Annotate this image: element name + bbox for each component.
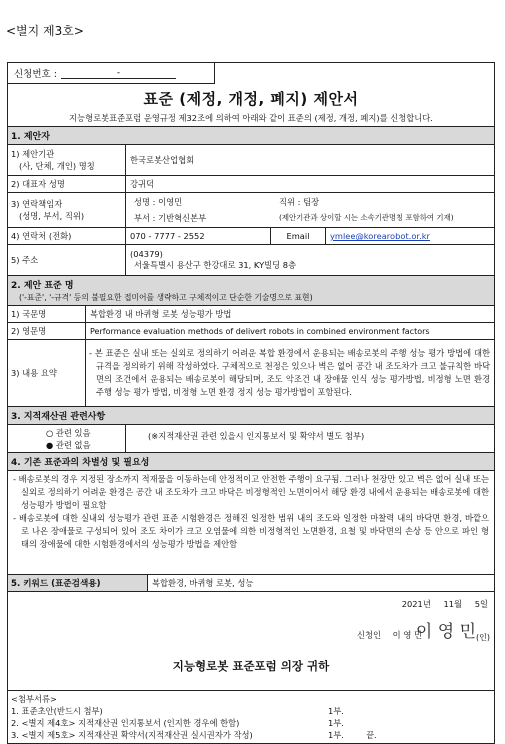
contact-position[interactable]: 직위 : 팀장 [279, 197, 320, 207]
attachment-item [11, 717, 491, 729]
org-label [8, 145, 126, 175]
request-number-field[interactable]: - [61, 68, 176, 79]
sign-month: 11월 [443, 599, 463, 609]
korean-name-value[interactable]: 복합환경 내 바퀴형 로봇 성능평가 방법 [90, 309, 232, 319]
ip-option-related[interactable]: ○ 관련 있음 [46, 428, 91, 438]
org-value[interactable]: 한국로봇산업협회 [130, 155, 195, 165]
rep-value[interactable]: 강귀덕 [130, 179, 155, 189]
contact-dept-note: (제안기관과 상이할 시는 소속기관명칭 포함하여 기재) [279, 213, 454, 222]
address-text: 서울특별시 용산구 한강대로 31, KY빌딩 8층 [134, 260, 297, 270]
org-label-line2: (사, 단체, 개인) 명칭 [19, 161, 95, 171]
section-standard-name-header [8, 276, 494, 306]
signer-role: 신청인 [356, 630, 382, 640]
section-standard-name-title: 2. 제안 표준 명 [11, 281, 74, 291]
rep-row [8, 176, 494, 193]
korean-name-label: 1) 국문명 [8, 306, 86, 322]
attachment-item [11, 705, 491, 717]
contact-name[interactable]: 성명 : 이영민 [134, 197, 183, 207]
keyword-value[interactable]: 복합환경, 바퀴형 로봇, 성능 [152, 578, 254, 588]
ip-options [8, 425, 126, 452]
summary-row [8, 340, 494, 407]
proposal-form [7, 62, 495, 744]
address-zip: (04379) [130, 249, 163, 259]
address-label: 5) 주소 [8, 245, 126, 275]
contact-values [126, 193, 494, 227]
summary-value[interactable]: - 본 표준은 실내 또는 실외로 정의하기 어려운 복합 환경에서 운용되는 배송로봇의 주행 성능 평가 방법에 대한 규격을 정의하기 위해 작성하였다. 구체적으로 천정은 있으나 벽은 없어 공간 내 조도차가 크고 불규칙한 바닥면의 조건에서 운용되는 배송로봇이 해당되며, 조도 악조건 내 장애물 인식 성능 평가방법, 비정형 노면 환경 주행 성능 평가 방법, 비정형 노면 환경 정지 성능 평가방법이 포함된다. [89, 348, 490, 397]
address-value[interactable] [126, 245, 494, 275]
necessity-text[interactable] [8, 471, 494, 575]
request-number-row [8, 63, 215, 84]
attachment-item-count: 1부. [328, 706, 344, 716]
seal-mark: (인) [476, 633, 490, 642]
email-value [326, 228, 494, 244]
org-row [8, 145, 494, 176]
english-name-value[interactable]: Performance evaluation methods of delivert robots in combined environment factors [90, 326, 430, 336]
handwritten-signature: 이 영 민 [415, 622, 476, 642]
email-label: Email [271, 228, 326, 244]
ip-option-unrelated[interactable]: ● 관련 없음 [46, 440, 91, 450]
necessity-paragraph-1: - 배송로봇의 경우 지정된 장소까지 적재물을 이동하는데 안정적이고 안전한 주행이 요구됨. 그러나 천장만 있고 벽은 없어 실내 또는 실외로 정의하기 어려운 환경은 공간 내 조도차가 크고 바닥은 비정형적인 노면이어서 해당 환경 내에서 운용되는 배송로봇에 대한 성능평가 방법이 필요함 [13, 474, 489, 510]
signature-area [8, 592, 494, 691]
addressee: 지능형로봇 표준포럼 의장 귀하 [172, 659, 330, 673]
attachment-end-mark: 끝. [366, 730, 377, 740]
signer [348, 629, 422, 641]
section-standard-name-note: ('-표준', '-규격' 등의 불필요한 접미어를 생략하고 구체적이고 단순한 기술명으로 표현) [19, 293, 313, 302]
signer-name: 이 영 민 [392, 630, 422, 640]
org-label-line1: 1) 제안기관 [11, 149, 55, 159]
attachment-item-count: 1부. [328, 718, 344, 728]
request-number-label: 신청번호 : [14, 69, 57, 80]
contact-label-line2: (성명, 부서, 직위) [19, 211, 85, 221]
contact-label-line1: 3) 연락책임자 [11, 199, 63, 209]
attachments [8, 691, 494, 743]
rep-label: 2) 대표자 성명 [8, 176, 126, 192]
contact-dept[interactable]: 부서 : 기반혁신본부 [134, 213, 207, 223]
english-name-label: 2) 영문명 [8, 323, 86, 339]
contact-line2 [134, 212, 490, 224]
section-necessity-header: 4. 기존 표준과의 차별성 및 필요성 [8, 453, 494, 471]
english-name-row [8, 323, 494, 340]
korean-name-row [8, 306, 494, 323]
attachment-item-text: 3. <별지 제5호> 지적재산권 확약서(지적재산권 실시권자가 작성) [11, 730, 253, 740]
attachment-item-text: 2. <별지 제4호> 지적재산권 인지통보서 (인지한 경우에 한함) [11, 718, 240, 728]
attachment-item-count: 1부. [328, 730, 344, 740]
section-ip-header: 3. 지적재산권 관련사항 [8, 407, 494, 425]
page-title: 표준 (제정, 개정, 폐지) 제안서 [143, 90, 359, 108]
contact-row [8, 193, 494, 228]
sign-day: 5일 [474, 599, 488, 609]
keyword-label: 5. 키워드 (표준검색용) [8, 575, 148, 591]
attachment-item [11, 729, 491, 741]
ip-row [8, 425, 494, 453]
contact-line1 [134, 196, 490, 208]
summary-label: 3) 내용 요약 [8, 340, 86, 406]
sign-date [392, 598, 488, 610]
form-label: <별지 제3호> [6, 24, 84, 38]
keyword-row [8, 575, 494, 592]
sign-year: 2021년 [401, 599, 431, 609]
phone-value[interactable]: 070 - 7777 - 2552 [126, 228, 271, 244]
phone-row [8, 228, 494, 245]
address-row [8, 245, 494, 276]
email-link[interactable]: ymlee@korearobot.or.kr [330, 231, 430, 241]
necessity-paragraph-2: - 배송로봇에 대한 실내외 성능평가 관련 표준 시험환경은 정해진 일정한 범위 내의 조도와 일정한 마찰력 내의 바닥면 환경, 바깥으로 나온 장애물로 구성되어 있어 조도 차이가 크고 오염물에 의한 비정형적인 노면환경, 요철 및 바닥면의 손상 등 안으로 파인 형태의 장애물에 대한 시험환경에서의 성능평가 방법을 제안함 [13, 513, 489, 549]
phone-label: 4) 연락처 (전화) [8, 228, 126, 244]
section-proposer-header: 1. 제안자 [8, 127, 494, 145]
ip-note: (※지적재산권 관련 있을시 인지통보서 및 확약서 별도 첨부) [148, 431, 365, 441]
attachment-item-text: 1. 표준초안(반드시 첨부) [11, 706, 103, 716]
page-subtitle: 지능형로봇표준포럼 운영규정 제32조에 의하여 아래와 같이 표준의 (제정, 개정, 폐지)를 신청합니다. [69, 113, 433, 123]
attachments-header: <첨부서류> [11, 694, 57, 704]
contact-label [8, 193, 126, 227]
title-block [8, 84, 494, 127]
